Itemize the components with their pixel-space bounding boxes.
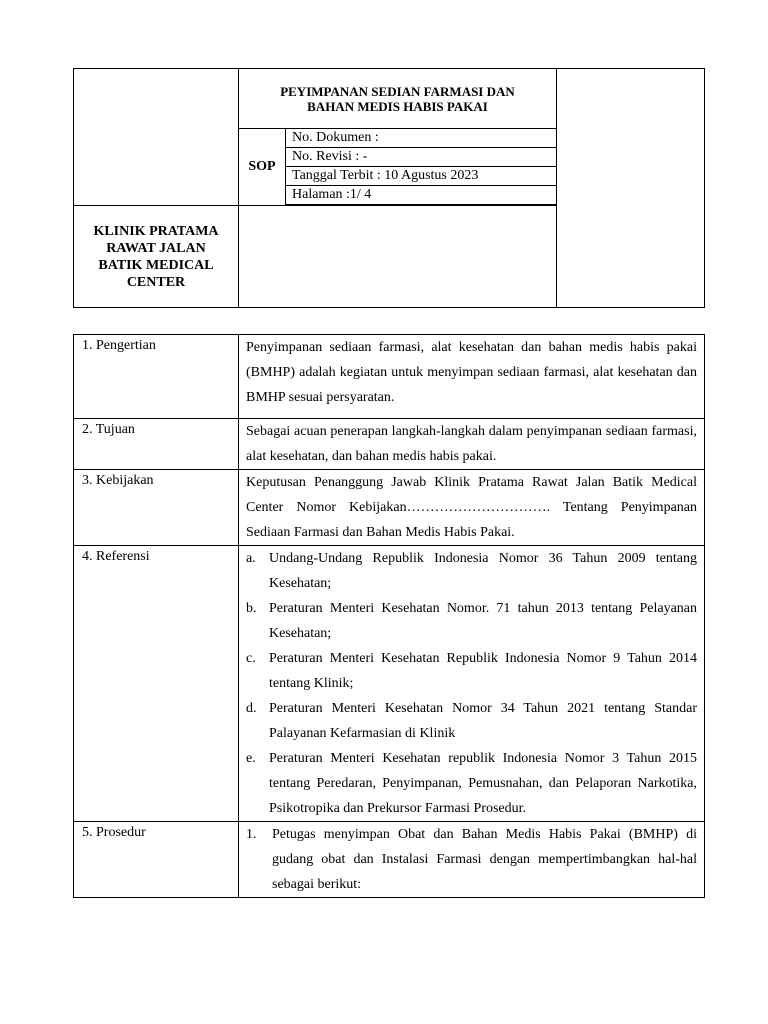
list-item (246, 546, 697, 596)
list-marker: a. (246, 551, 256, 566)
clinic-name (74, 206, 239, 308)
halaman: Halaman :1/ 4 (286, 186, 557, 205)
sop-content-table (73, 334, 705, 898)
section-label: 5. Prosedur (74, 822, 239, 898)
section-text: Penyimpanan sediaan farmasi, alat kesehatan dan bahan medis habis pakai (BMHP) adalah kegiatan untuk menyimpan sediaan farmasi, alat kesehatan dan BMHP sesuai persyaratan. (239, 335, 705, 419)
list-item-text: Peraturan Menteri Kesehatan Nomor 34 Tahun 2021 tentang Standar Palayanan Kefarmasian di Klinik (269, 701, 697, 741)
section-pengertian (74, 335, 705, 419)
section-label: 3. Kebijakan (74, 470, 239, 546)
list-marker: b. (246, 601, 257, 616)
list-marker: 1. (246, 827, 257, 842)
list-item-text: Peraturan Menteri Kesehatan Nomor. 71 tahun 2013 tentang Pelayanan Kesehatan; (269, 601, 697, 641)
title-line-1: PEYIMPANAN SEDIAN FARMASI DAN (280, 83, 515, 99)
sop-label: SOP (239, 129, 286, 205)
list-item (246, 596, 697, 646)
title-line-2: BAHAN MEDIS HABIS PAKAI (307, 98, 488, 114)
section-kebijakan (74, 470, 705, 546)
no-revisi: No. Revisi : - (286, 148, 557, 167)
tanggal-terbit: Tanggal Terbit : 10 Agustus 2023 (286, 167, 557, 186)
clinic-name-line-1: KLINIK PRATAMA (93, 223, 219, 239)
stamp-area (557, 69, 705, 308)
section-label: 4. Referensi (74, 546, 239, 822)
sop-metadata (239, 129, 557, 206)
list-marker: e. (246, 751, 256, 766)
list-marker: d. (246, 701, 257, 716)
prosedur-list (246, 822, 697, 897)
referensi-list (246, 546, 697, 821)
section-label: 1. Pengertian (74, 335, 239, 419)
document-title (239, 69, 557, 129)
list-item (246, 646, 697, 696)
list-item (246, 822, 697, 897)
logo-area (74, 69, 239, 206)
list-item-text: Petugas menyimpan Obat dan Bahan Medis Habis Pakai (BMHP) di gudang obat dan Instalasi Farmasi dengan mempertimbangkan hal-hal sebagai berikut: (272, 827, 697, 892)
document-header (73, 68, 705, 308)
clinic-name-line-3: BATIK MEDICAL (98, 257, 214, 273)
section-label: 2. Tujuan (74, 419, 239, 470)
list-item (246, 696, 697, 746)
list-marker: c. (246, 651, 256, 666)
section-text: Keputusan Penanggung Jawab Klinik Pratama Rawat Jalan Batik Medical Center Nomor Kebijakan…………………………. Tentang Penyimpanan Sediaan Farmasi dan Bahan Medis Habis Pakai. (239, 470, 705, 546)
section-prosedur (74, 822, 705, 898)
list-item-text: Undang-Undang Republik Indonesia Nomor 36 Tahun 2009 tentang Kesehatan; (269, 551, 697, 591)
section-referensi (74, 546, 705, 822)
list-item-text: Peraturan Menteri Kesehatan republik Indonesia Nomor 3 Tahun 2015 tentang Peredaran, Penyimpanan, Pemusnahan, dan Pelaporan Narkotika, Psikotropika dan Prekursor Farmasi Prosedur. (269, 751, 697, 816)
list-item-text: Peraturan Menteri Kesehatan Republik Indonesia Nomor 9 Tahun 2014 tentang Klinik; (269, 651, 697, 691)
section-text: Sebagai acuan penerapan langkah-langkah dalam penyimpanan sediaan farmasi, alat kesehatan, dan bahan medis habis pakai. (239, 419, 705, 470)
section-tujuan (74, 419, 705, 470)
no-dokumen: No. Dokumen : (286, 129, 557, 148)
clinic-name-line-4: CENTER (126, 274, 186, 290)
clinic-name-line-2: RAWAT JALAN (106, 240, 206, 256)
header-blank-cell (239, 206, 557, 308)
list-item (246, 746, 697, 821)
